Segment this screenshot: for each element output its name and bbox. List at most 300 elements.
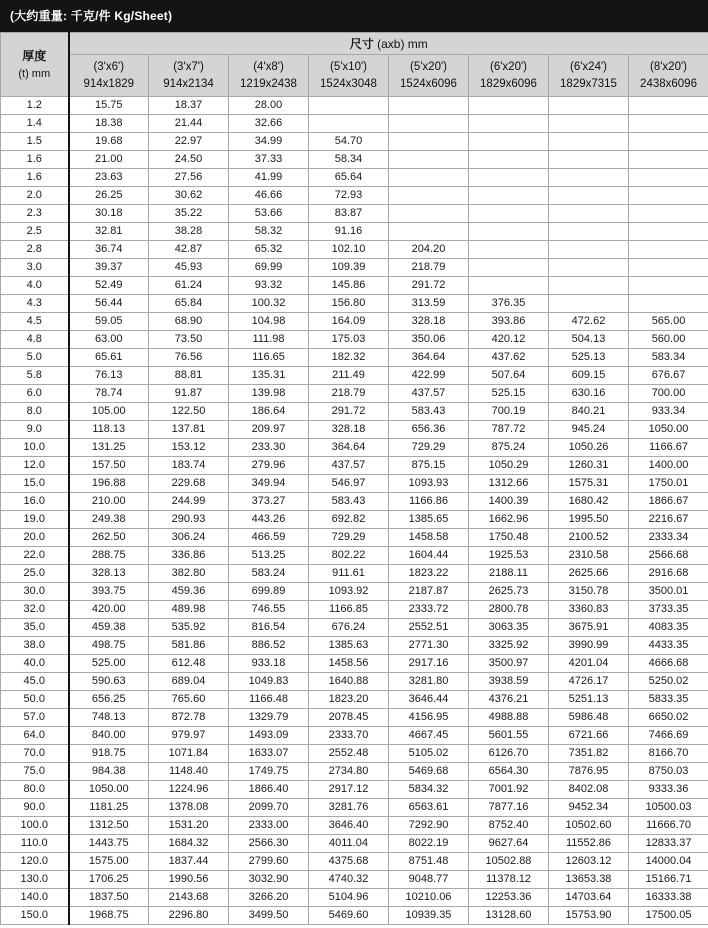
weight-cell: 4433.35 xyxy=(629,637,708,655)
weight-cell: 2625.66 xyxy=(549,565,629,583)
weight-cell: 4011.04 xyxy=(309,835,389,853)
weight-cell: 3063.35 xyxy=(469,619,549,637)
weight-cell xyxy=(469,223,549,241)
weight-cell: 32.81 xyxy=(69,223,149,241)
weight-cell: 5469.68 xyxy=(389,763,469,781)
table-row xyxy=(1,277,708,295)
weight-cell: 656.36 xyxy=(389,421,469,439)
weight-cell: 93.32 xyxy=(229,277,309,295)
weight-cell: 210.00 xyxy=(69,493,149,511)
weight-cell: 291.72 xyxy=(389,277,469,295)
weight-cell: 17500.05 xyxy=(629,907,708,925)
weight-cell: 3325.92 xyxy=(469,637,549,655)
table-row xyxy=(1,565,708,583)
weight-cell: 105.00 xyxy=(69,403,149,421)
weight-cell: 1050.26 xyxy=(549,439,629,457)
weight-cell: 3266.20 xyxy=(229,889,309,907)
weight-cell: 612.48 xyxy=(149,655,229,673)
weight-cell: 137.81 xyxy=(149,421,229,439)
thickness-cell: 1.6 xyxy=(1,169,69,187)
table-row xyxy=(1,475,708,493)
thickness-cell: 3.0 xyxy=(1,259,69,277)
weight-cell xyxy=(469,115,549,133)
thickness-cell: 5.8 xyxy=(1,367,69,385)
weight-cell: 42.87 xyxy=(149,241,229,259)
table-title: (大约重量: 千克/件 Kg/Sheet) xyxy=(0,0,708,32)
weight-cell: 54.70 xyxy=(309,133,389,151)
thickness-cell: 90.0 xyxy=(1,799,69,817)
weight-cell: 3675.91 xyxy=(549,619,629,637)
weight-cell: 1575.31 xyxy=(549,475,629,493)
table-row xyxy=(1,493,708,511)
weight-cell: 2100.52 xyxy=(549,529,629,547)
weight-cell: 122.50 xyxy=(149,403,229,421)
size-feet: (6'x24') xyxy=(570,60,607,73)
weight-table xyxy=(0,32,708,925)
weight-cell: 2916.68 xyxy=(629,565,708,583)
weight-cell: 100.32 xyxy=(229,295,309,313)
weight-cell: 8402.08 xyxy=(549,781,629,799)
size-feet: (5'x10') xyxy=(330,60,367,73)
weight-cell: 175.03 xyxy=(309,331,389,349)
weight-cell: 7001.92 xyxy=(469,781,549,799)
table-row xyxy=(1,97,708,115)
weight-cell: 1823.22 xyxy=(389,565,469,583)
weight-cell: 1166.85 xyxy=(309,601,389,619)
weight-cell: 6650.02 xyxy=(629,709,708,727)
weight-cell: 15166.71 xyxy=(629,871,708,889)
weight-cell: 535.92 xyxy=(149,619,229,637)
weight-cell: 2143.68 xyxy=(149,889,229,907)
thickness-header-unit: (t) mm xyxy=(18,67,51,80)
weight-cell: 78.74 xyxy=(69,385,149,403)
weight-cell: 1166.86 xyxy=(389,493,469,511)
weight-cell xyxy=(549,259,629,277)
weight-cell: 945.24 xyxy=(549,421,629,439)
weight-cell: 111.98 xyxy=(229,331,309,349)
weight-cell xyxy=(389,133,469,151)
weight-cell: 1093.92 xyxy=(309,583,389,601)
weight-cell: 1531.20 xyxy=(149,817,229,835)
weight-cell: 5250.02 xyxy=(629,673,708,691)
weight-cell xyxy=(549,97,629,115)
weight-cell: 313.59 xyxy=(389,295,469,313)
weight-cell: 63.00 xyxy=(69,331,149,349)
weight-cell: 1329.79 xyxy=(229,709,309,727)
weight-cell: 291.72 xyxy=(309,403,389,421)
weight-cell: 23.63 xyxy=(69,169,149,187)
weight-cell: 249.38 xyxy=(69,511,149,529)
weight-cell: 69.99 xyxy=(229,259,309,277)
table-row xyxy=(1,457,708,475)
weight-cell: 4666.68 xyxy=(629,655,708,673)
weight-cell: 1662.96 xyxy=(469,511,549,529)
weight-cell: 9333.36 xyxy=(629,781,708,799)
weight-cell: 102.10 xyxy=(309,241,389,259)
thickness-cell: 22.0 xyxy=(1,547,69,565)
table-row xyxy=(1,151,708,169)
table-row xyxy=(1,547,708,565)
thickness-cell: 70.0 xyxy=(1,745,69,763)
weight-cell: 3032.90 xyxy=(229,871,309,889)
weight-cell: 76.56 xyxy=(149,349,229,367)
weight-cell: 5105.02 xyxy=(389,745,469,763)
weight-cell: 1640.88 xyxy=(309,673,389,691)
weight-cell: 5601.55 xyxy=(469,727,549,745)
weight-cell: 45.93 xyxy=(149,259,229,277)
weight-cell: 8752.40 xyxy=(469,817,549,835)
thickness-cell: 2.5 xyxy=(1,223,69,241)
size-group-unit: (axb) mm xyxy=(377,37,428,51)
weight-cell: 507.64 xyxy=(469,367,549,385)
size-feet: (5'x20') xyxy=(410,60,447,73)
size-feet: (8'x20') xyxy=(650,60,688,73)
weight-cell: 46.66 xyxy=(229,187,309,205)
weight-cell: 52.49 xyxy=(69,277,149,295)
weight-cell: 1823.20 xyxy=(309,691,389,709)
weight-cell: 3646.40 xyxy=(309,817,389,835)
thickness-cell: 2.8 xyxy=(1,241,69,259)
weight-cell: 5251.13 xyxy=(549,691,629,709)
weight-cell xyxy=(469,205,549,223)
weight-cell xyxy=(549,205,629,223)
weight-cell: 53.66 xyxy=(229,205,309,223)
weight-cell: 4726.17 xyxy=(549,673,629,691)
thickness-cell: 45.0 xyxy=(1,673,69,691)
size-column-header xyxy=(469,55,549,97)
weight-cell: 422.99 xyxy=(389,367,469,385)
weight-cell: 6721.66 xyxy=(549,727,629,745)
weight-cell xyxy=(469,169,549,187)
thickness-cell: 130.0 xyxy=(1,871,69,889)
weight-cell: 1378.08 xyxy=(149,799,229,817)
weight-cell: 279.96 xyxy=(229,457,309,475)
weight-cell: 56.44 xyxy=(69,295,149,313)
weight-cell: 393.86 xyxy=(469,313,549,331)
weight-cell: 10502.88 xyxy=(469,853,549,871)
thickness-cell: 40.0 xyxy=(1,655,69,673)
table-row xyxy=(1,691,708,709)
weight-cell: 11378.12 xyxy=(469,871,549,889)
weight-cell: 489.98 xyxy=(149,601,229,619)
weight-cell: 840.21 xyxy=(549,403,629,421)
weight-cell xyxy=(469,151,549,169)
size-column-header xyxy=(629,55,708,97)
weight-cell: 1050.29 xyxy=(469,457,549,475)
weight-cell: 4083.35 xyxy=(629,619,708,637)
weight-cell: 676.67 xyxy=(629,367,708,385)
weight-cell: 4740.32 xyxy=(309,871,389,889)
weight-cell: 459.38 xyxy=(69,619,149,637)
weight-cell: 30.18 xyxy=(69,205,149,223)
weight-cell: 546.97 xyxy=(309,475,389,493)
weight-cell: 290.93 xyxy=(149,511,229,529)
weight-cell: 2333.70 xyxy=(309,727,389,745)
weight-cell: 3150.78 xyxy=(549,583,629,601)
weight-cell: 116.65 xyxy=(229,349,309,367)
weight-cell: 5834.32 xyxy=(389,781,469,799)
weight-cell: 153.12 xyxy=(149,439,229,457)
weight-cell: 2734.80 xyxy=(309,763,389,781)
weight-cell: 1385.63 xyxy=(309,637,389,655)
weight-cell: 15.75 xyxy=(69,97,149,115)
weight-cell: 3499.50 xyxy=(229,907,309,925)
thickness-cell: 38.0 xyxy=(1,637,69,655)
weight-cell: 2296.80 xyxy=(149,907,229,925)
weight-cell: 1400.39 xyxy=(469,493,549,511)
weight-cell: 2552.51 xyxy=(389,619,469,637)
weight-cell: 699.89 xyxy=(229,583,309,601)
weight-cell: 1493.09 xyxy=(229,727,309,745)
weight-cell: 16333.38 xyxy=(629,889,708,907)
thickness-cell: 19.0 xyxy=(1,511,69,529)
weight-cell: 131.25 xyxy=(69,439,149,457)
weight-cell: 39.37 xyxy=(69,259,149,277)
weight-cell: 61.24 xyxy=(149,277,229,295)
weight-cell xyxy=(469,133,549,151)
weight-cell: 3938.59 xyxy=(469,673,549,691)
weight-cell: 3646.44 xyxy=(389,691,469,709)
thickness-cell: 4.3 xyxy=(1,295,69,313)
weight-cell: 886.52 xyxy=(229,637,309,655)
weight-cell: 306.24 xyxy=(149,529,229,547)
weight-cell: 1181.25 xyxy=(69,799,149,817)
table-row xyxy=(1,727,708,745)
weight-cell: 7876.95 xyxy=(549,763,629,781)
size-mm: 914x1829 xyxy=(83,77,135,90)
weight-cell: 802.22 xyxy=(309,547,389,565)
weight-cell: 91.16 xyxy=(309,223,389,241)
table-row xyxy=(1,871,708,889)
weight-cell: 196.88 xyxy=(69,475,149,493)
size-column-header xyxy=(549,55,629,97)
weight-cell: 65.61 xyxy=(69,349,149,367)
thickness-cell: 16.0 xyxy=(1,493,69,511)
weight-cell xyxy=(389,115,469,133)
weight-cell: 1224.96 xyxy=(149,781,229,799)
weight-cell: 8166.70 xyxy=(629,745,708,763)
thickness-cell: 2.0 xyxy=(1,187,69,205)
weight-cell xyxy=(469,187,549,205)
thickness-cell: 80.0 xyxy=(1,781,69,799)
weight-cell: 816.54 xyxy=(229,619,309,637)
weight-cell: 3990.99 xyxy=(549,637,629,655)
weight-cell: 76.13 xyxy=(69,367,149,385)
weight-cell: 328.18 xyxy=(389,313,469,331)
weight-cell xyxy=(549,295,629,313)
thickness-cell: 4.8 xyxy=(1,331,69,349)
weight-cell: 30.62 xyxy=(149,187,229,205)
weight-cell: 7292.90 xyxy=(389,817,469,835)
weight-cell xyxy=(549,169,629,187)
weight-cell: 14000.04 xyxy=(629,853,708,871)
size-column-header xyxy=(69,55,149,97)
weight-cell: 73.50 xyxy=(149,331,229,349)
weight-cell: 12603.12 xyxy=(549,853,629,871)
weight-cell: 72.93 xyxy=(309,187,389,205)
table-row xyxy=(1,511,708,529)
thickness-cell: 8.0 xyxy=(1,403,69,421)
weight-cell: 37.33 xyxy=(229,151,309,169)
weight-cell xyxy=(469,259,549,277)
weight-cell: 2800.78 xyxy=(469,601,549,619)
weight-cell: 2310.58 xyxy=(549,547,629,565)
weight-cell: 630.16 xyxy=(549,385,629,403)
weight-cell: 204.20 xyxy=(389,241,469,259)
weight-cell: 2216.67 xyxy=(629,511,708,529)
table-row xyxy=(1,907,708,925)
weight-cell: 689.04 xyxy=(149,673,229,691)
weight-cell xyxy=(389,169,469,187)
weight-cell: 5986.48 xyxy=(549,709,629,727)
weight-cell: 2333.72 xyxy=(389,601,469,619)
weight-cell: 581.86 xyxy=(149,637,229,655)
weight-cell: 504.13 xyxy=(549,331,629,349)
weight-cell xyxy=(629,259,708,277)
weight-cell: 2552.48 xyxy=(309,745,389,763)
weight-cell xyxy=(549,151,629,169)
weight-cell: 1385.65 xyxy=(389,511,469,529)
weight-cell: 4201.04 xyxy=(549,655,629,673)
weight-cell: 437.57 xyxy=(389,385,469,403)
weight-cell: 32.66 xyxy=(229,115,309,133)
table-row xyxy=(1,169,708,187)
thickness-cell: 100.0 xyxy=(1,817,69,835)
table-row xyxy=(1,223,708,241)
thickness-header-label: 厚度 xyxy=(22,48,47,63)
weight-cell: 2333.34 xyxy=(629,529,708,547)
weight-cell: 24.50 xyxy=(149,151,229,169)
weight-cell: 590.63 xyxy=(69,673,149,691)
weight-cell: 7877.16 xyxy=(469,799,549,817)
weight-cell xyxy=(549,187,629,205)
weight-cell xyxy=(389,97,469,115)
weight-cell: 1050.00 xyxy=(629,421,708,439)
weight-cell: 1458.56 xyxy=(309,655,389,673)
weight-cell: 21.00 xyxy=(69,151,149,169)
weight-cell: 3281.76 xyxy=(309,799,389,817)
weight-cell: 9627.64 xyxy=(469,835,549,853)
weight-cell xyxy=(389,223,469,241)
weight-cell: 10939.35 xyxy=(389,907,469,925)
weight-cell: 872.78 xyxy=(149,709,229,727)
weight-cell: 1925.53 xyxy=(469,547,549,565)
weight-cell: 11552.86 xyxy=(549,835,629,853)
weight-cell: 218.79 xyxy=(389,259,469,277)
weight-cell: 1071.84 xyxy=(149,745,229,763)
weight-cell: 443.26 xyxy=(229,511,309,529)
weight-cell: 692.82 xyxy=(309,511,389,529)
weight-cell: 1968.75 xyxy=(69,907,149,925)
weight-cell: 68.90 xyxy=(149,313,229,331)
table-row xyxy=(1,529,708,547)
thickness-cell: 120.0 xyxy=(1,853,69,871)
weight-cell: 3500.97 xyxy=(469,655,549,673)
weight-cell xyxy=(309,97,389,115)
table-row xyxy=(1,745,708,763)
weight-cell: 5104.96 xyxy=(309,889,389,907)
weight-cell: 364.64 xyxy=(389,349,469,367)
weight-cell: 1049.83 xyxy=(229,673,309,691)
weight-cell: 34.99 xyxy=(229,133,309,151)
size-column-header xyxy=(389,55,469,97)
size-column-header xyxy=(149,55,229,97)
thickness-header xyxy=(1,33,69,97)
weight-cell: 83.87 xyxy=(309,205,389,223)
thickness-cell: 1.6 xyxy=(1,151,69,169)
thickness-cell: 5.0 xyxy=(1,349,69,367)
weight-cell: 18.37 xyxy=(149,97,229,115)
weight-cell: 10210.06 xyxy=(389,889,469,907)
weight-cell: 364.64 xyxy=(309,439,389,457)
weight-cell: 875.15 xyxy=(389,457,469,475)
table-row xyxy=(1,367,708,385)
weight-cell: 1166.48 xyxy=(229,691,309,709)
weight-cell: 244.99 xyxy=(149,493,229,511)
weight-cell: 288.75 xyxy=(69,547,149,565)
weight-cell xyxy=(629,169,708,187)
weight-cell: 765.60 xyxy=(149,691,229,709)
weight-cell: 3733.35 xyxy=(629,601,708,619)
weight-cell: 2771.30 xyxy=(389,637,469,655)
weight-cell: 65.64 xyxy=(309,169,389,187)
thickness-cell: 50.0 xyxy=(1,691,69,709)
weight-cell: 729.29 xyxy=(389,439,469,457)
thickness-cell: 1.2 xyxy=(1,97,69,115)
thickness-cell: 110.0 xyxy=(1,835,69,853)
weight-cell: 4988.88 xyxy=(469,709,549,727)
weight-cell: 218.79 xyxy=(309,385,389,403)
table-row xyxy=(1,709,708,727)
weight-cell: 38.28 xyxy=(149,223,229,241)
table-row xyxy=(1,889,708,907)
weight-cell xyxy=(629,187,708,205)
weight-cell: 1990.56 xyxy=(149,871,229,889)
table-row xyxy=(1,331,708,349)
weight-cell: 65.84 xyxy=(149,295,229,313)
size-feet: (3'x7') xyxy=(173,60,204,73)
weight-cell: 933.34 xyxy=(629,403,708,421)
weight-cell: 26.25 xyxy=(69,187,149,205)
weight-cell: 6563.61 xyxy=(389,799,469,817)
weight-cell: 1093.93 xyxy=(389,475,469,493)
table-row xyxy=(1,817,708,835)
weight-cell: 376.35 xyxy=(469,295,549,313)
table-row xyxy=(1,637,708,655)
thickness-cell: 32.0 xyxy=(1,601,69,619)
weight-cell: 9452.34 xyxy=(549,799,629,817)
size-mm: 1524x3048 xyxy=(320,77,377,90)
table-row xyxy=(1,655,708,673)
table-row xyxy=(1,259,708,277)
weight-cell: 14703.64 xyxy=(549,889,629,907)
weight-cell: 609.15 xyxy=(549,367,629,385)
weight-cell: 4375.68 xyxy=(309,853,389,871)
weight-cell: 2917.12 xyxy=(309,781,389,799)
thickness-cell: 30.0 xyxy=(1,583,69,601)
weight-cell: 2187.87 xyxy=(389,583,469,601)
weight-cell: 911.61 xyxy=(309,565,389,583)
weight-cell: 10502.60 xyxy=(549,817,629,835)
weight-cell: 1866.67 xyxy=(629,493,708,511)
size-mm: 1524x6096 xyxy=(400,77,457,90)
weight-cell: 583.24 xyxy=(229,565,309,583)
weight-cell: 22.97 xyxy=(149,133,229,151)
weight-cell: 4667.45 xyxy=(389,727,469,745)
table-row xyxy=(1,403,708,421)
weight-cell: 700.19 xyxy=(469,403,549,421)
table-row xyxy=(1,133,708,151)
